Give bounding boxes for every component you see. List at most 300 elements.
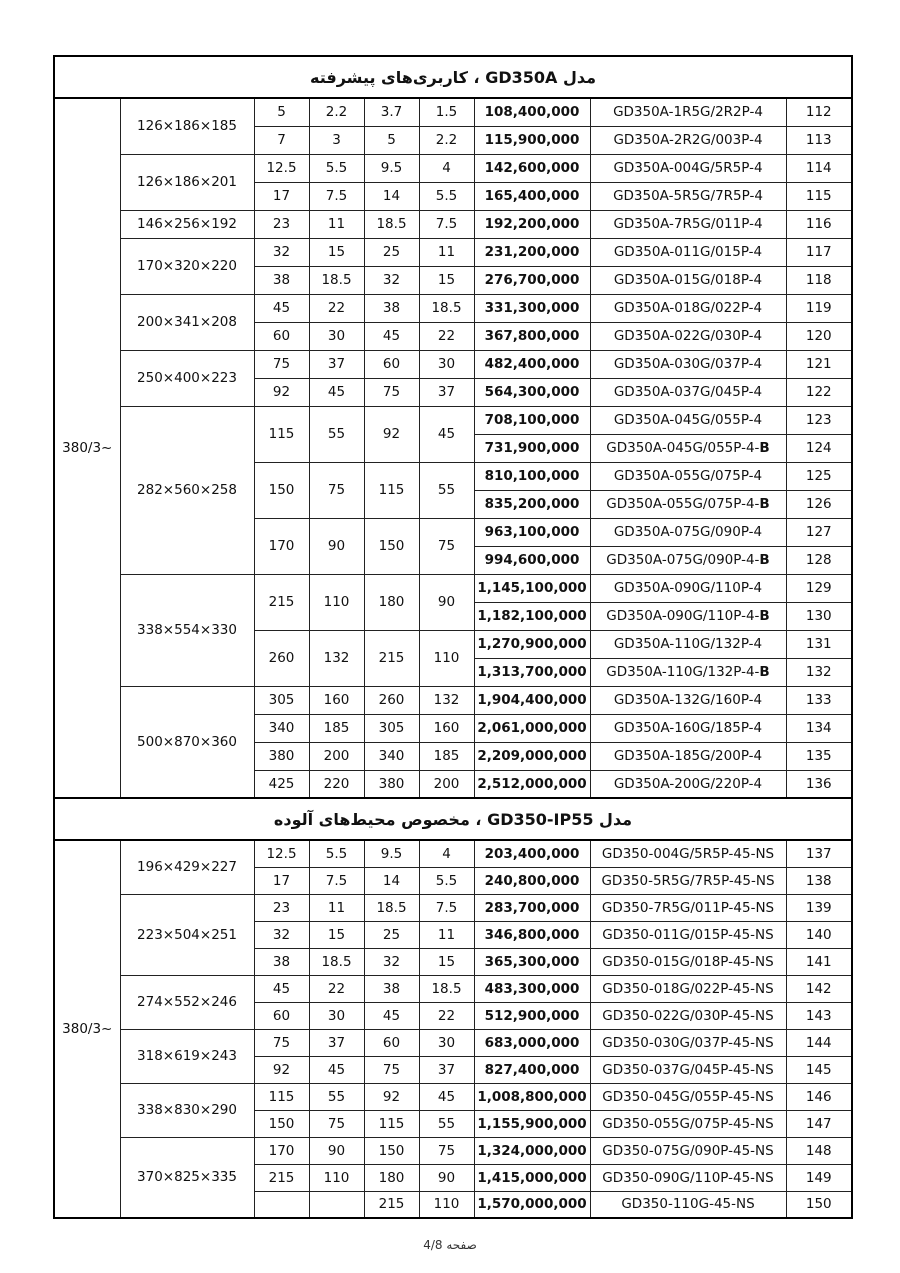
row-number-cell: 145 (786, 1056, 852, 1083)
price-cell: 115,900,000 (474, 126, 590, 154)
model-cell (590, 840, 786, 867)
table-row (54, 975, 852, 1002)
model-code: GD350A-075G/090P-4 (613, 524, 763, 540)
spec-cell-c1: 38 (254, 948, 309, 975)
model-suffix: B (759, 552, 770, 568)
model-code: GD350A-5R5G/7R5P-4 (613, 188, 763, 204)
spec-cell-c3: 38 (364, 975, 419, 1002)
spec-cell-c2: 45 (309, 378, 364, 406)
model-cell (590, 294, 786, 322)
model-cell (590, 894, 786, 921)
spec-cell-c1: 23 (254, 894, 309, 921)
model-code: GD350A-015G/018P-4 (613, 272, 763, 288)
row-number-cell: 148 (786, 1137, 852, 1164)
model-cell (590, 948, 786, 975)
spec-cell-c3: 32 (364, 266, 419, 294)
model-code: GD350-5R5G/7R5P-45-NS (601, 872, 775, 889)
spec-cell-c4: 200 (419, 770, 474, 798)
model-cell (590, 1002, 786, 1029)
price-cell: 108,400,000 (474, 98, 590, 126)
row-number-cell: 149 (786, 1164, 852, 1191)
spec-cell-c3: 9.5 (364, 154, 419, 182)
model-code: GD350A-110G/132P-4 (613, 636, 763, 652)
price-cell: 683,000,000 (474, 1029, 590, 1056)
spec-cell-c1: 92 (254, 378, 309, 406)
model-cell (590, 238, 786, 266)
spec-cell-c3: 45 (364, 322, 419, 350)
spec-cell-c3: 60 (364, 1029, 419, 1056)
price-cell: 192,200,000 (474, 210, 590, 238)
spec-cell-c1: 215 (254, 574, 309, 630)
page-number: صفحه 4/8 (423, 1238, 477, 1252)
spec-cell-c1: 170 (254, 1137, 309, 1164)
row-number-cell: 146 (786, 1083, 852, 1110)
spec-cell-c2: 7.5 (309, 867, 364, 894)
table-row (54, 154, 852, 182)
price-cell: 827,400,000 (474, 1056, 590, 1083)
model-code: GD350A-160G/185P-4 (613, 720, 763, 736)
price-cell: 731,900,000 (474, 434, 590, 462)
model-code: GD350A-055G/075P-4- (606, 496, 760, 512)
spec-cell-c1: 38 (254, 266, 309, 294)
model-cell (590, 350, 786, 378)
spec-cell-c1: 115 (254, 1083, 309, 1110)
section-header (54, 56, 852, 98)
model-cell (590, 266, 786, 294)
row-number-cell: 142 (786, 975, 852, 1002)
spec-cell-c3: 14 (364, 182, 419, 210)
model-code: GD350A-030G/037P-4 (613, 356, 763, 372)
spec-cell-c3: 45 (364, 1002, 419, 1029)
row-number-cell: 137 (786, 840, 852, 867)
spec-cell-c2: 90 (309, 1137, 364, 1164)
model-cell (590, 406, 786, 434)
spec-cell-c3: 180 (364, 1164, 419, 1191)
price-cell: 994,600,000 (474, 546, 590, 574)
row-number-cell: 135 (786, 742, 852, 770)
spec-cell-c2: 3 (309, 126, 364, 154)
model-cell (590, 921, 786, 948)
spec-cell-c2: 18.5 (309, 266, 364, 294)
model-code: GD350A-045G/055P-4 (613, 412, 763, 428)
model-code: GD350A-004G/5R5P-4 (613, 160, 763, 176)
spec-cell-c3: 115 (364, 1110, 419, 1137)
model-code: GD350A-011G/015P-4 (613, 244, 763, 260)
price-cell: 1,324,000,000 (474, 1137, 590, 1164)
spec-cell-c4: 18.5 (419, 294, 474, 322)
row-number-cell: 128 (786, 546, 852, 574)
price-cell: 1,570,000,000 (474, 1191, 590, 1218)
model-cell (590, 975, 786, 1002)
spec-cell-c1: 380 (254, 742, 309, 770)
row-number-cell: 129 (786, 574, 852, 602)
model-suffix: B (759, 664, 770, 680)
spec-cell-c4: 4 (419, 840, 474, 867)
spec-cell-c1: 75 (254, 1029, 309, 1056)
model-cell (590, 518, 786, 546)
spec-cell-c1: 170 (254, 518, 309, 574)
model-cell (590, 182, 786, 210)
spec-cell-c3: 115 (364, 462, 419, 518)
row-number-cell: 144 (786, 1029, 852, 1056)
spec-cell-c1: 45 (254, 975, 309, 1002)
spec-cell-c1: 425 (254, 770, 309, 798)
row-number-cell: 150 (786, 1191, 852, 1218)
price-cell: 365,300,000 (474, 948, 590, 975)
model-cell (590, 742, 786, 770)
row-number-cell: 116 (786, 210, 852, 238)
spec-cell-c2: 2.2 (309, 98, 364, 126)
price-cell: 483,300,000 (474, 975, 590, 1002)
dimensions-cell: 318×619×243 (120, 1029, 254, 1083)
model-code: GD350A-045G/055P-4- (606, 440, 760, 456)
dimensions-cell: 170×320×220 (120, 238, 254, 294)
spec-cell-c1: 17 (254, 182, 309, 210)
row-number-cell: 119 (786, 294, 852, 322)
spec-cell-c4: 1.5 (419, 98, 474, 126)
spec-cell-c1: 23 (254, 210, 309, 238)
price-cell: 1,155,900,000 (474, 1110, 590, 1137)
price-cell: 482,400,000 (474, 350, 590, 378)
price-cell: 283,700,000 (474, 894, 590, 921)
spec-cell-c2: 110 (309, 1164, 364, 1191)
model-code: GD350-018G/022P-45-NS (602, 980, 774, 997)
spec-cell-c2: 30 (309, 1002, 364, 1029)
row-number-cell: 123 (786, 406, 852, 434)
model-cell (590, 1191, 786, 1218)
table-row (54, 294, 852, 322)
spec-cell-c4: 30 (419, 350, 474, 378)
table-row (54, 686, 852, 714)
spec-cell-c3: 25 (364, 921, 419, 948)
row-number-cell: 115 (786, 182, 852, 210)
spec-cell-c1: 115 (254, 406, 309, 462)
model-code: GD350-075G/090P-45-NS (602, 1142, 774, 1159)
price-cell: 331,300,000 (474, 294, 590, 322)
spec-cell-c3: 14 (364, 867, 419, 894)
price-cell: 240,800,000 (474, 867, 590, 894)
row-number-cell: 112 (786, 98, 852, 126)
spec-cell-c3: 60 (364, 350, 419, 378)
model-code: GD350-030G/037P-45-NS (602, 1034, 774, 1051)
row-number-cell: 134 (786, 714, 852, 742)
model-code: GD350A-132G/160P-4 (613, 692, 763, 708)
spec-cell-c2: 30 (309, 322, 364, 350)
spec-cell-c2 (309, 1191, 364, 1218)
table-row (54, 406, 852, 434)
spec-cell-c1: 150 (254, 1110, 309, 1137)
table-row (54, 350, 852, 378)
row-number-cell: 124 (786, 434, 852, 462)
row-number-cell: 138 (786, 867, 852, 894)
row-number-cell: 131 (786, 630, 852, 658)
spec-cell-c1: 12.5 (254, 840, 309, 867)
spec-cell-c3: 75 (364, 378, 419, 406)
model-cell (590, 154, 786, 182)
model-code: GD350A-200G/220P-4 (613, 775, 763, 792)
model-code: GD350A-022G/030P-4 (613, 328, 763, 344)
price-cell: 1,415,000,000 (474, 1164, 590, 1191)
spec-cell-c4: 45 (419, 406, 474, 462)
spec-cell-c3: 150 (364, 518, 419, 574)
dimensions-cell: 274×552×246 (120, 975, 254, 1029)
row-number-cell: 113 (786, 126, 852, 154)
spec-cell-c1: 60 (254, 322, 309, 350)
spec-cell-c3: 38 (364, 294, 419, 322)
model-cell (590, 1029, 786, 1056)
model-cell (590, 630, 786, 658)
spec-cell-c4: 18.5 (419, 975, 474, 1002)
table-row (54, 1029, 852, 1056)
spec-cell-c2: 75 (309, 1110, 364, 1137)
model-cell (590, 546, 786, 574)
price-cell: 1,904,400,000 (474, 686, 590, 714)
spec-cell-c2: 15 (309, 238, 364, 266)
spec-cell-c3: 18.5 (364, 210, 419, 238)
price-cell: 1,182,100,000 (474, 602, 590, 630)
row-number-cell: 136 (786, 770, 852, 798)
spec-cell-c1: 60 (254, 1002, 309, 1029)
price-cell: 367,800,000 (474, 322, 590, 350)
price-cell: 564,300,000 (474, 378, 590, 406)
dimensions-cell: 338×830×290 (120, 1083, 254, 1137)
spec-cell-c2: 11 (309, 894, 364, 921)
spec-cell-c2: 200 (309, 742, 364, 770)
model-code: GD350-011G/015P-45-NS (602, 926, 774, 943)
section-title: مدل GD350A ، کاربری‌های پیشرفته (54, 56, 852, 98)
model-cell (590, 378, 786, 406)
row-number-cell: 130 (786, 602, 852, 630)
spec-cell-c4: 30 (419, 1029, 474, 1056)
model-code: GD350A-110G/132P-4- (606, 664, 760, 680)
model-code: GD350A-075G/090P-4- (606, 552, 760, 568)
spec-cell-c1: 75 (254, 350, 309, 378)
model-code: GD350-004G/5R5P-45-NS (601, 845, 775, 862)
spec-cell-c4: 4 (419, 154, 474, 182)
spec-cell-c2: 37 (309, 350, 364, 378)
row-number-cell: 132 (786, 658, 852, 686)
spec-cell-c3: 5 (364, 126, 419, 154)
price-table-sheet (53, 55, 851, 1219)
model-code: GD350A-7R5G/011P-4 (613, 216, 763, 232)
dimensions-cell: 338×554×330 (120, 574, 254, 686)
table-row (54, 1083, 852, 1110)
spec-cell-c1: 45 (254, 294, 309, 322)
dimensions-cell: 223×504×251 (120, 894, 254, 975)
spec-cell-c1: 7 (254, 126, 309, 154)
price-cell: 346,800,000 (474, 921, 590, 948)
spec-cell-c4: 11 (419, 921, 474, 948)
spec-cell-c4: 2.2 (419, 126, 474, 154)
price-cell: 835,200,000 (474, 490, 590, 518)
dimensions-cell: 126×186×201 (120, 154, 254, 210)
spec-cell-c2: 22 (309, 294, 364, 322)
spec-cell-c2: 110 (309, 574, 364, 630)
voltage-cell: 380/3~ (54, 98, 120, 798)
spec-cell-c3: 150 (364, 1137, 419, 1164)
model-cell (590, 686, 786, 714)
spec-cell-c4: 15 (419, 266, 474, 294)
spec-cell-c1: 12.5 (254, 154, 309, 182)
model-cell (590, 602, 786, 630)
row-number-cell: 141 (786, 948, 852, 975)
price-table (53, 55, 853, 1219)
model-cell (590, 867, 786, 894)
spec-cell-c2: 22 (309, 975, 364, 1002)
spec-cell-c4: 75 (419, 1137, 474, 1164)
dimensions-cell: 200×341×208 (120, 294, 254, 350)
model-code: GD350-022G/030P-45-NS (602, 1007, 774, 1024)
spec-cell-c3: 18.5 (364, 894, 419, 921)
model-cell (590, 98, 786, 126)
spec-cell-c2: 7.5 (309, 182, 364, 210)
table-row (54, 98, 852, 126)
spec-cell-c4: 11 (419, 238, 474, 266)
model-cell (590, 1083, 786, 1110)
model-cell (590, 770, 786, 798)
price-cell: 2,512,000,000 (474, 770, 590, 798)
spec-cell-c3: 260 (364, 686, 419, 714)
price-cell: 165,400,000 (474, 182, 590, 210)
spec-cell-c2: 5.5 (309, 154, 364, 182)
section-title: مدل GD350-IP55 ، مخصوص محیط‌های آلوده (54, 798, 852, 840)
spec-cell-c3: 215 (364, 630, 419, 686)
model-cell (590, 1056, 786, 1083)
price-cell: 708,100,000 (474, 406, 590, 434)
price-cell: 142,600,000 (474, 154, 590, 182)
spec-cell-c4: 22 (419, 1002, 474, 1029)
spec-cell-c1: 32 (254, 238, 309, 266)
spec-cell-c3: 340 (364, 742, 419, 770)
spec-cell-c2: 132 (309, 630, 364, 686)
price-cell: 203,400,000 (474, 840, 590, 867)
spec-cell-c1: 92 (254, 1056, 309, 1083)
spec-cell-c1: 305 (254, 686, 309, 714)
spec-cell-c2: 75 (309, 462, 364, 518)
model-cell (590, 1137, 786, 1164)
model-code: GD350A-1R5G/2R2P-4 (613, 104, 763, 121)
price-cell: 1,145,100,000 (474, 574, 590, 602)
spec-cell-c4: 160 (419, 714, 474, 742)
model-code: GD350-110G-45-NS (621, 1196, 755, 1213)
spec-cell-c2: 220 (309, 770, 364, 798)
spec-cell-c4: 7.5 (419, 210, 474, 238)
spec-cell-c1: 17 (254, 867, 309, 894)
spec-cell-c3: 92 (364, 1083, 419, 1110)
spec-cell-c4: 185 (419, 742, 474, 770)
model-code: GD350-045G/055P-45-NS (602, 1088, 774, 1105)
row-number-cell: 140 (786, 921, 852, 948)
dimensions-cell: 126×186×185 (120, 98, 254, 154)
model-code: GD350A-2R2G/003P-4 (613, 132, 763, 148)
model-cell (590, 210, 786, 238)
table-row (54, 238, 852, 266)
spec-cell-c3: 380 (364, 770, 419, 798)
dimensions-cell: 250×400×223 (120, 350, 254, 406)
spec-cell-c4: 7.5 (419, 894, 474, 921)
model-code: GD350A-185G/200P-4 (613, 748, 763, 764)
price-cell: 1,313,700,000 (474, 658, 590, 686)
model-code: GD350-037G/045P-45-NS (602, 1061, 774, 1078)
spec-cell-c4: 110 (419, 630, 474, 686)
dimensions-cell: 500×870×360 (120, 686, 254, 798)
row-number-cell: 122 (786, 378, 852, 406)
model-code: GD350-090G/110P-45-NS (602, 1169, 774, 1186)
table-row (54, 574, 852, 602)
model-code: GD350A-018G/022P-4 (613, 300, 763, 316)
model-suffix: B (759, 608, 770, 624)
spec-cell-c2: 5.5 (309, 840, 364, 867)
row-number-cell: 117 (786, 238, 852, 266)
price-cell: 810,100,000 (474, 462, 590, 490)
price-cell: 1,270,900,000 (474, 630, 590, 658)
spec-cell-c4: 75 (419, 518, 474, 574)
spec-cell-c2: 37 (309, 1029, 364, 1056)
spec-cell-c3: 25 (364, 238, 419, 266)
spec-cell-c3: 75 (364, 1056, 419, 1083)
row-number-cell: 143 (786, 1002, 852, 1029)
table-row (54, 840, 852, 867)
spec-cell-c4: 5.5 (419, 867, 474, 894)
spec-cell-c2: 90 (309, 518, 364, 574)
price-cell: 2,209,000,000 (474, 742, 590, 770)
model-cell (590, 322, 786, 350)
spec-cell-c3: 92 (364, 406, 419, 462)
row-number-cell: 114 (786, 154, 852, 182)
model-suffix: B (759, 440, 770, 456)
spec-cell-c1: 32 (254, 921, 309, 948)
voltage-cell: 380/3~ (54, 840, 120, 1218)
spec-cell-c4: 132 (419, 686, 474, 714)
model-code: GD350A-055G/075P-4 (613, 468, 763, 484)
spec-cell-c4: 37 (419, 378, 474, 406)
table-row (54, 210, 852, 238)
spec-cell-c1: 150 (254, 462, 309, 518)
spec-cell-c1: 5 (254, 98, 309, 126)
model-code: GD350-015G/018P-45-NS (602, 953, 774, 970)
row-number-cell: 127 (786, 518, 852, 546)
model-cell (590, 462, 786, 490)
spec-cell-c2: 160 (309, 686, 364, 714)
model-cell (590, 126, 786, 154)
spec-cell-c3: 215 (364, 1191, 419, 1218)
table-row (54, 1137, 852, 1164)
price-cell: 1,008,800,000 (474, 1083, 590, 1110)
spec-cell-c4: 90 (419, 574, 474, 630)
spec-cell-c4: 37 (419, 1056, 474, 1083)
model-code: GD350A-037G/045P-4 (613, 384, 763, 400)
row-number-cell: 118 (786, 266, 852, 294)
spec-cell-c4: 110 (419, 1191, 474, 1218)
spec-cell-c2: 185 (309, 714, 364, 742)
row-number-cell: 133 (786, 686, 852, 714)
model-code: GD350A-090G/110P-4- (606, 608, 760, 624)
model-code: GD350A-090G/110P-4 (613, 580, 763, 596)
spec-cell-c3: 180 (364, 574, 419, 630)
row-number-cell: 147 (786, 1110, 852, 1137)
dimensions-cell: 196×429×227 (120, 840, 254, 894)
spec-cell-c2: 11 (309, 210, 364, 238)
spec-cell-c2: 45 (309, 1056, 364, 1083)
spec-cell-c3: 3.7 (364, 98, 419, 126)
model-cell (590, 714, 786, 742)
section-header (54, 798, 852, 840)
table-row (54, 894, 852, 921)
model-cell (590, 574, 786, 602)
spec-cell-c4: 55 (419, 1110, 474, 1137)
spec-cell-c3: 32 (364, 948, 419, 975)
price-cell: 276,700,000 (474, 266, 590, 294)
